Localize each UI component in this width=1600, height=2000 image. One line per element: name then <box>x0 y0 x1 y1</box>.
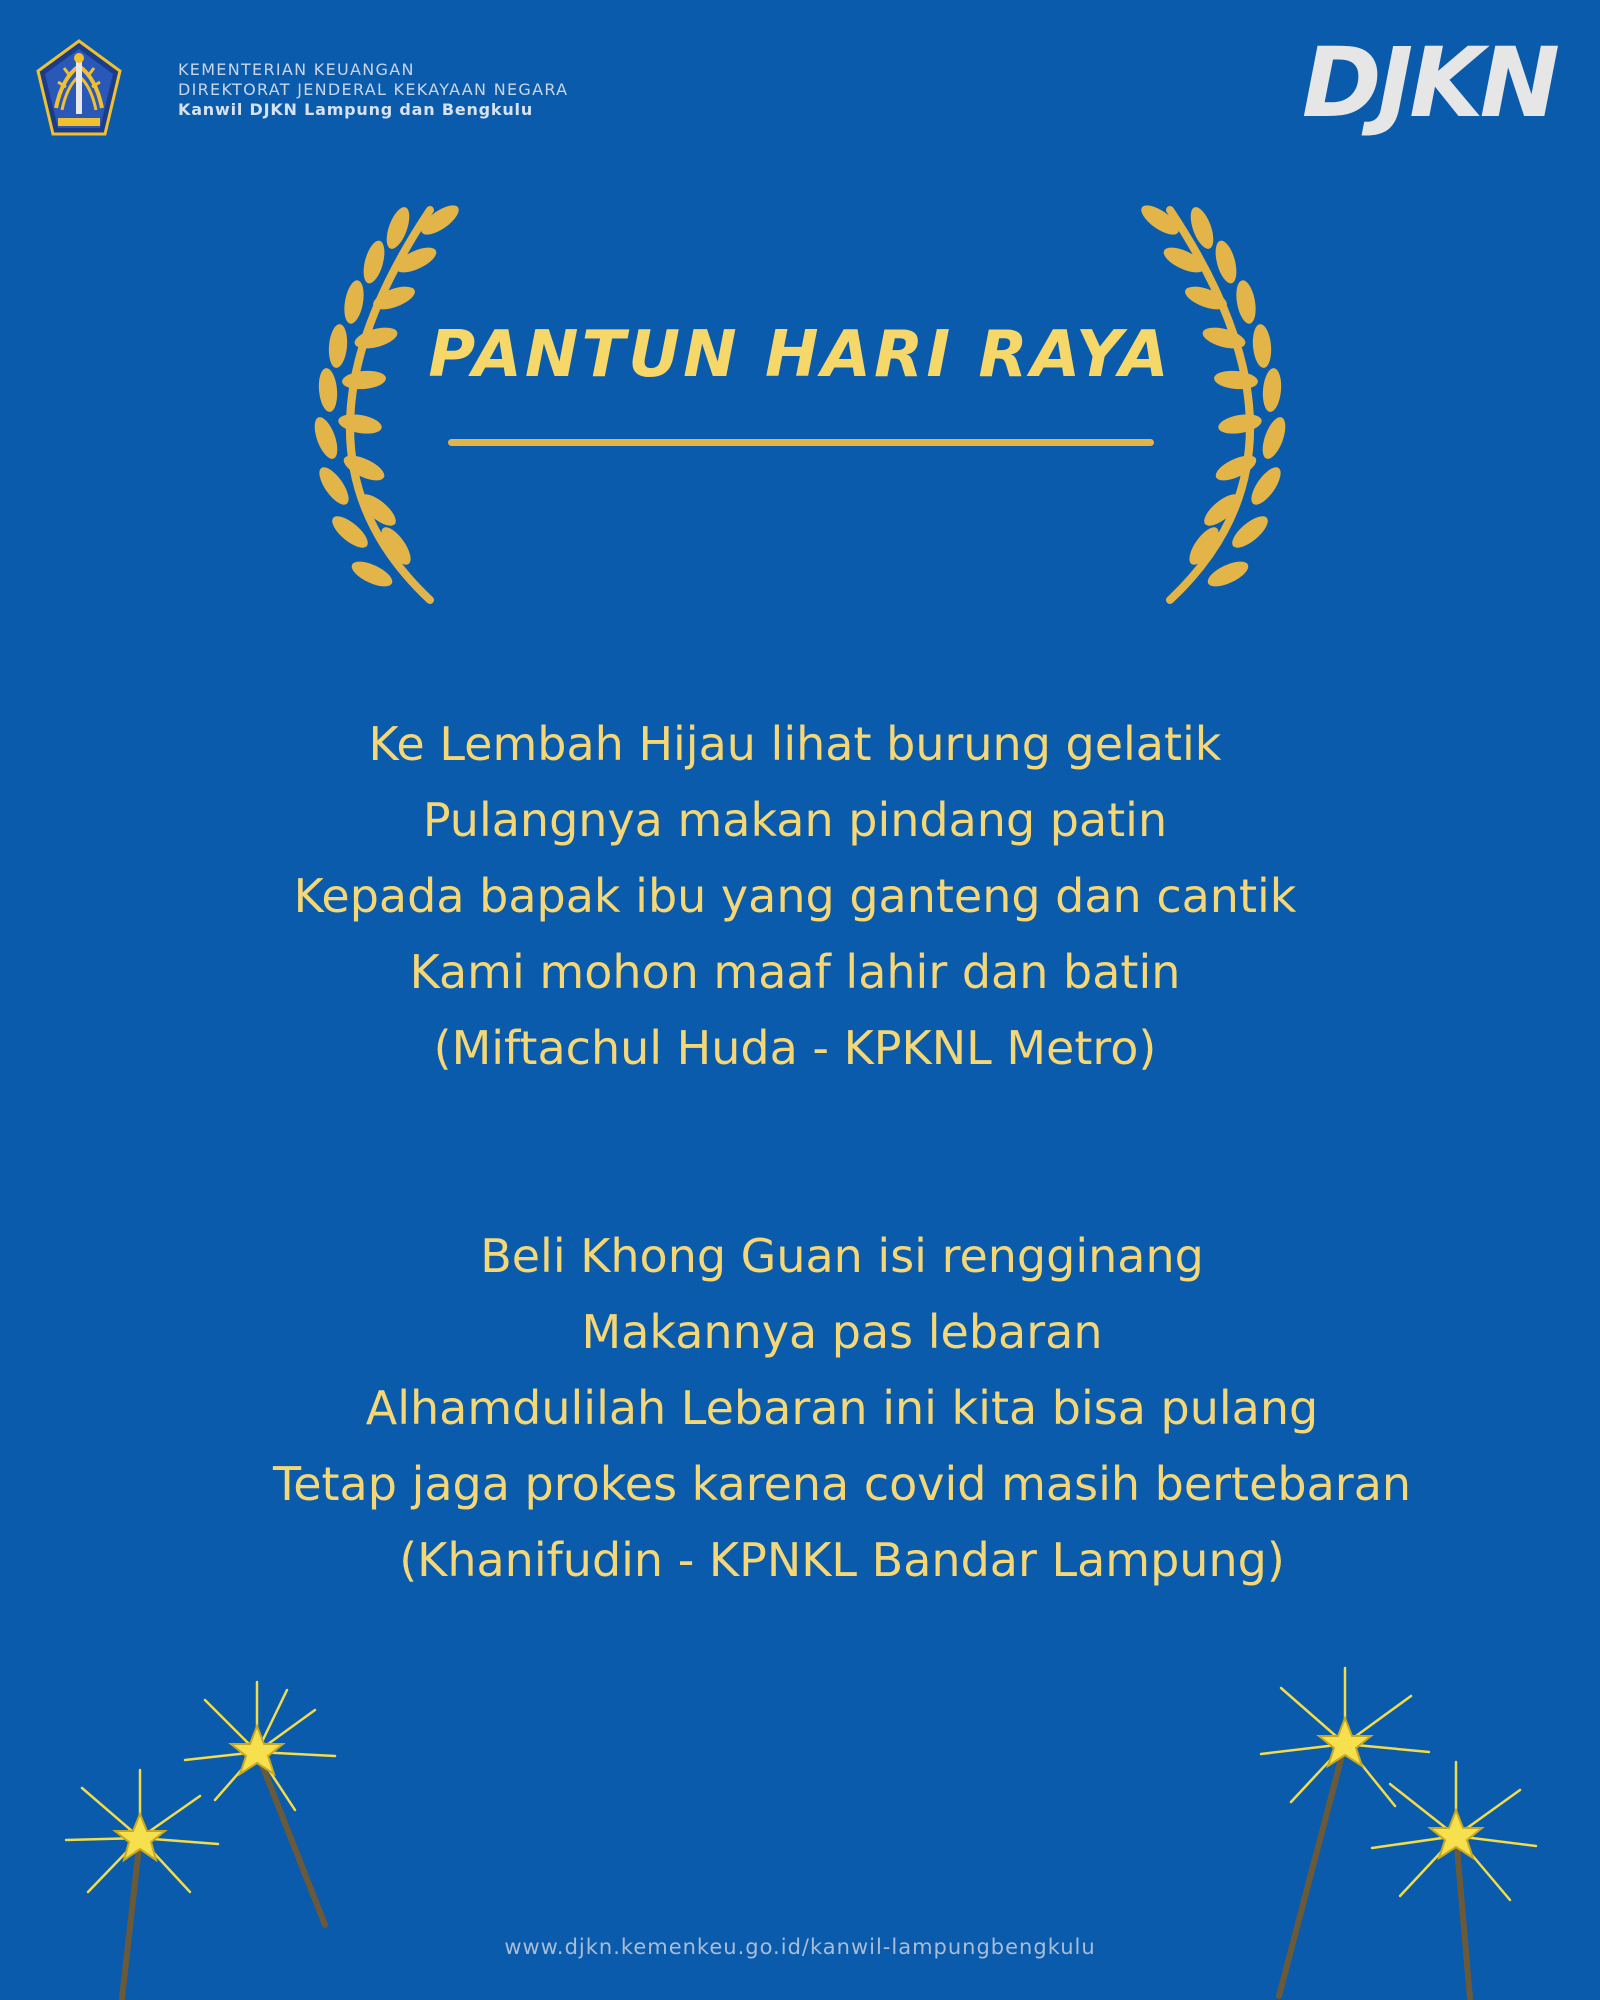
pantun-1-line-1: Ke Lembah Hijau lihat burung gelatik <box>368 717 1222 771</box>
pantun-1-author: (Miftachul Huda - KPKNL Metro) <box>433 1021 1157 1075</box>
pantun-2-line-4: Tetap jaga prokes karena covid masih bertebaran <box>272 1457 1412 1511</box>
directorate-name: DIREKTORAT JENDERAL KEKAYAAN NEGARA <box>178 80 569 99</box>
pantun-2-line-2: Makannya pas lebaran <box>581 1305 1103 1359</box>
laurel-right-icon <box>1130 190 1310 610</box>
org-header <box>34 38 568 138</box>
djkn-logo: DJKN <box>1301 27 1556 139</box>
pantun-2-line-1: Beli Khong Guan isi rengginang <box>480 1229 1204 1283</box>
sparkler-icon <box>60 1760 230 2000</box>
pantun-1 <box>0 706 1595 1086</box>
page-title: PANTUN HARI RAYA <box>428 318 1172 392</box>
org-name-block <box>178 60 568 120</box>
office-name: Kanwil DJKN Lampung dan Bengkulu <box>178 100 534 119</box>
pantun-2 <box>42 1218 1600 1598</box>
ministry-name: KEMENTERIAN KEUANGAN <box>178 60 415 79</box>
pantun-2-line-3: Alhamdulilah Lebaran ini kita bisa pulang <box>365 1381 1319 1435</box>
website-url[interactable]: www.djkn.kemenkeu.go.id/kanwil-lampungbengkulu <box>504 1935 1096 1959</box>
sparkler-icon <box>1360 1750 1540 2000</box>
laurel-left-icon <box>290 190 470 610</box>
ministry-emblem-icon <box>34 38 124 138</box>
title-underline <box>448 439 1154 446</box>
pantun-1-line-2: Pulangnya makan pindang patin <box>422 793 1168 847</box>
pantun-2-author: (Khanifudin - KPNKL Bandar Lampung) <box>399 1533 1285 1587</box>
pantun-1-line-3: Kepada bapak ibu yang ganteng dan cantik <box>293 869 1297 923</box>
pantun-1-line-4: Kami mohon maaf lahir dan batin <box>409 945 1181 999</box>
